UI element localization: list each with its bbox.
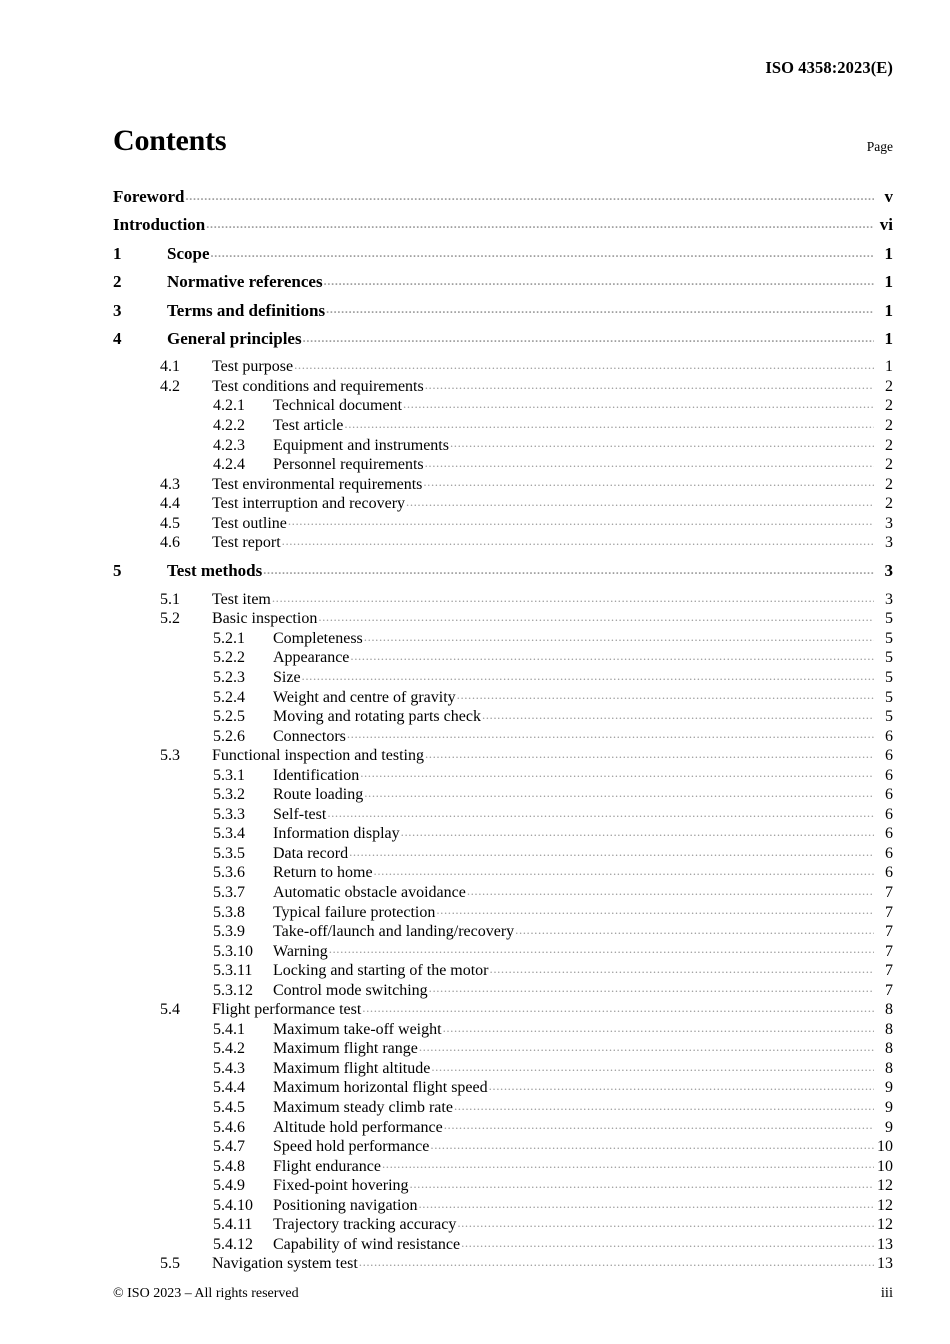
toc-entry-number: 5.3.4 [213, 825, 245, 843]
toc-entry-page-number: 6 [885, 864, 893, 882]
toc-entry[interactable] [113, 861, 893, 881]
toc-dot-leader [431, 1057, 874, 1073]
toc-entry-number: 5.2.2 [213, 649, 245, 667]
toc-dot-leader [425, 744, 874, 760]
toc-entry-number: 5.4.5 [213, 1099, 245, 1117]
toc-dot-leader [429, 979, 874, 995]
toc-dot-leader [206, 213, 874, 230]
toc-dot-leader [211, 242, 875, 259]
toc-entry-number: 5.1 [160, 590, 180, 608]
toc-entry-page-number: 1 [884, 243, 893, 263]
toc-entry-number: 5.4 [160, 1001, 180, 1019]
toc-entry-page-number: 7 [885, 884, 893, 901]
toc-entry[interactable] [113, 627, 893, 647]
toc-entry-title: Positioning navigation [273, 1196, 418, 1214]
toc-entry-page-number: 2 [885, 377, 893, 395]
toc-entry-page-number: 8 [885, 1059, 893, 1077]
toc-entry-number: 5.4.2 [213, 1040, 245, 1058]
toc-entry-title: Data record [273, 844, 349, 862]
toc-entry[interactable] [113, 998, 893, 1018]
toc-entry-number: 5.3.11 [213, 962, 253, 980]
toc-entry[interactable] [113, 646, 893, 666]
toc-entry[interactable] [113, 512, 893, 532]
toc-dot-leader [303, 327, 874, 344]
toc-entry[interactable] [113, 1116, 893, 1136]
toc-entry-number: 4.3 [160, 475, 180, 493]
toc-entry-number: 5.3.2 [213, 786, 245, 804]
toc-entry-page-number: 9 [885, 1099, 893, 1117]
toc-entry-page-number: 2 [885, 456, 893, 474]
toc-entry-number: 5.4.9 [213, 1177, 245, 1195]
toc-entry-title: Flight endurance [273, 1157, 381, 1175]
toc-dot-leader [490, 959, 874, 975]
toc-dot-leader [461, 1233, 874, 1249]
toc-entry[interactable] [113, 744, 893, 764]
toc-entry-number: 5.5 [160, 1255, 180, 1273]
toc-entry-title: Trajectory tracking accuracy [273, 1216, 457, 1234]
toc-dot-leader [425, 453, 874, 469]
toc-entry[interactable] [113, 213, 893, 241]
toc-entry-title: Test environmental requirements [212, 475, 423, 493]
toc-entry-page-number: 3 [885, 590, 893, 608]
toc-entry[interactable] [113, 1018, 893, 1038]
toc-entry-title: Test article [273, 416, 344, 434]
toc-entry-number: 5.3.7 [213, 884, 245, 901]
toc-entry-title: Introduction [113, 215, 206, 235]
toc-entry-title: General principles [167, 328, 302, 348]
toc-entry-page-number: 7 [885, 981, 893, 999]
toc-entry[interactable] [113, 979, 893, 999]
toc-entry[interactable] [113, 959, 893, 979]
toc-entry-title: Moving and rotating parts check [273, 708, 481, 726]
toc-dot-leader [425, 375, 874, 391]
toc-entry[interactable] [113, 492, 893, 512]
toc-entry-number: 5.4.10 [213, 1196, 253, 1214]
toc-entry-number: 1 [113, 243, 122, 263]
toc-entry-page-number: 12 [877, 1196, 893, 1214]
toc-entry-page-number: 7 [885, 942, 893, 960]
toc-entry[interactable] [113, 920, 893, 940]
toc-dot-leader [430, 1135, 874, 1151]
toc-entry[interactable] [113, 705, 893, 725]
toc-entry-title: Size [273, 668, 301, 686]
toc-entry[interactable] [113, 666, 893, 686]
toc-dot-leader [272, 588, 874, 604]
copyright-notice: © ISO 2023 – All rights reserved [113, 1286, 299, 1301]
toc-entry-title: Test methods [167, 561, 263, 581]
toc-entry-page-number: 13 [877, 1235, 893, 1253]
toc-entry-page-number: v [884, 187, 893, 206]
toc-dot-leader [288, 512, 874, 528]
toc-entry[interactable] [113, 1057, 893, 1077]
toc-dot-leader [360, 764, 874, 780]
toc-dot-leader [515, 920, 874, 936]
toc-entry-title: Test outline [212, 514, 287, 532]
toc-dot-leader [324, 270, 874, 287]
toc-entry[interactable] [113, 453, 893, 473]
toc-entry[interactable] [113, 1096, 893, 1116]
toc-entry-page-number: 1 [884, 328, 893, 348]
toc-entry[interactable] [113, 1252, 893, 1272]
toc-entry-page-number: 5 [885, 649, 893, 667]
toc-entry-title: Navigation system test [212, 1255, 358, 1273]
toc-dot-leader [359, 1252, 874, 1268]
toc-entry-number: 5.3 [160, 747, 180, 765]
toc-entry-title: Warning [273, 942, 328, 960]
toc-entry-number: 5.3.10 [213, 942, 253, 960]
toc-entry-title: Take-off/launch and landing/recovery [273, 923, 515, 941]
toc-entry[interactable] [113, 1076, 893, 1096]
toc-entry-title: Terms and definitions [167, 300, 326, 320]
toc-entry-page-number: 3 [885, 514, 893, 532]
toc-dot-leader [374, 861, 874, 877]
toc-entry-number: 5 [113, 561, 122, 581]
toc-dot-leader [362, 998, 874, 1014]
toc-entry-number: 5.3.9 [213, 923, 245, 941]
toc-entry[interactable] [113, 355, 893, 375]
toc-entry-number: 4.1 [160, 358, 180, 376]
toc-dot-leader [364, 783, 874, 799]
toc-entry-page-number: 9 [885, 1118, 893, 1136]
toc-entry-number: 5.4.12 [213, 1235, 253, 1253]
footer-page-number: iii [880, 1285, 893, 1301]
toc-entry-title: Fixed-point hovering [273, 1177, 409, 1195]
toc-entry[interactable] [113, 783, 893, 803]
toc-entry-page-number: 3 [884, 561, 893, 581]
toc-dot-leader [327, 803, 874, 819]
toc-entry-page-number: 12 [877, 1177, 893, 1195]
toc-entry-page-number: 1 [884, 300, 893, 320]
toc-entry-page-number: 10 [877, 1157, 893, 1175]
toc-entry-title: Appearance [273, 649, 350, 667]
toc-entry-number: 5.4.11 [213, 1216, 253, 1234]
toc-entry-page-number: 1 [885, 358, 893, 376]
toc-entry-number: 5.4.1 [213, 1020, 245, 1038]
toc-entry-title: Personnel requirements [273, 456, 424, 474]
toc-entry[interactable] [113, 901, 893, 921]
toc-entry-title: Technical document [273, 397, 403, 415]
toc-entry-page-number: 8 [885, 1020, 893, 1038]
toc-entry-page-number: 5 [885, 688, 893, 706]
toc-entry-page-number: 10 [877, 1138, 893, 1156]
toc-entry-page-number: 5 [885, 668, 893, 686]
toc-entry[interactable] [113, 434, 893, 454]
toc-entry-title: Capability of wind resistance [273, 1235, 461, 1253]
toc-entry-page-number: 6 [885, 727, 893, 745]
toc-dot-leader [263, 559, 874, 576]
toc-entry[interactable] [113, 607, 893, 627]
toc-entry[interactable] [113, 1233, 893, 1253]
toc-entry-title: Return to home [273, 864, 373, 882]
toc-entry-page-number: 5 [885, 708, 893, 726]
toc-dot-leader [454, 1096, 874, 1112]
toc-entry[interactable] [113, 327, 893, 355]
toc-entry[interactable] [113, 940, 893, 960]
toc-entry[interactable] [113, 803, 893, 823]
toc-dot-leader [423, 473, 874, 489]
toc-entry-title: Test interruption and recovery [212, 495, 406, 513]
toc-entry[interactable] [113, 531, 893, 551]
toc-entry-title: Information display [273, 825, 400, 843]
toc-dot-leader [294, 355, 874, 371]
toc-entry-number: 4.4 [160, 495, 180, 513]
toc-entry-number: 5.4.8 [213, 1157, 245, 1175]
toc-entry-number: 4.6 [160, 534, 180, 552]
toc-entry-title: Automatic obstacle avoidance [273, 884, 466, 901]
toc-entry-page-number: 2 [885, 475, 893, 493]
toc-dot-leader [457, 686, 874, 702]
toc-entry-number: 5.2.4 [213, 688, 245, 706]
toc-entry-page-number: vi [879, 215, 893, 235]
toc-entry[interactable] [113, 1213, 893, 1233]
toc-entry[interactable] [113, 1155, 893, 1175]
toc-dot-leader [185, 185, 874, 202]
toc-entry-number: 4 [113, 328, 122, 348]
toc-entry-title: Speed hold performance [273, 1138, 430, 1156]
toc-entry-page-number: 8 [885, 1040, 893, 1058]
toc-entry[interactable] [113, 559, 893, 587]
toc-entry-number: 2 [113, 272, 122, 292]
toc-entry[interactable] [113, 842, 893, 862]
toc-entry[interactable] [113, 881, 893, 901]
toc-entry[interactable] [113, 822, 893, 842]
toc-entry-page-number: 2 [885, 416, 893, 434]
toc-entry-title: Test purpose [212, 358, 294, 376]
toc-entry-title: Maximum steady climb rate [273, 1099, 453, 1117]
toc-entry-title: Identification [273, 766, 360, 784]
toc-entry-number: 4.2 [160, 377, 180, 395]
toc-dot-leader [347, 725, 874, 741]
toc-entry-title: Locking and starting of the motor [273, 962, 489, 980]
toc-entry-title: Connectors [273, 727, 346, 745]
toc-entry[interactable] [113, 725, 893, 745]
toc-dot-leader [406, 492, 874, 508]
toc-entry-page-number: 2 [885, 436, 893, 454]
toc-entry-title: Completeness [273, 629, 363, 647]
toc-dot-leader [302, 666, 874, 682]
toc-dot-leader [350, 646, 874, 662]
toc-entry[interactable] [113, 1037, 893, 1057]
toc-entry-page-number: 5 [885, 610, 893, 628]
toc-entry[interactable] [113, 1135, 893, 1155]
toc-entry-title: Maximum flight range [273, 1040, 418, 1058]
toc-entry-page-number: 6 [885, 747, 893, 765]
toc-dot-leader [467, 881, 874, 897]
toc-entry-page-number: 7 [885, 903, 893, 921]
toc-dot-leader [410, 1174, 874, 1190]
toc-entry-page-number: 9 [885, 1079, 893, 1097]
toc-dot-leader [436, 901, 874, 917]
toc-entry-page-number: 2 [885, 397, 893, 415]
toc-entry[interactable] [113, 764, 893, 784]
toc-entry-title: Maximum take-off weight [273, 1020, 442, 1038]
toc-dot-leader [344, 414, 874, 430]
toc-entry-number: 5.3.5 [213, 844, 245, 862]
toc-dot-leader [444, 1116, 874, 1132]
toc-dot-leader [282, 531, 874, 547]
toc-entry-number: 3 [113, 300, 122, 320]
toc-dot-leader [419, 1037, 874, 1053]
toc-entry[interactable] [113, 299, 893, 327]
toc-entry-number: 5.3.1 [213, 766, 245, 784]
toc-entry-title: Control mode switching [273, 981, 428, 999]
toc-entry-title: Altitude hold performance [273, 1118, 443, 1136]
toc-entry-page-number: 1 [884, 272, 893, 292]
table-of-contents [113, 185, 893, 1272]
toc-entry-title: Test conditions and requirements [212, 377, 424, 395]
toc-dot-leader [418, 1194, 874, 1210]
toc-entry[interactable] [113, 414, 893, 434]
toc-entry[interactable] [113, 686, 893, 706]
toc-entry-title: Equipment and instruments [273, 436, 449, 454]
toc-entry[interactable] [113, 375, 893, 395]
toc-entry-number: 5.2.5 [213, 708, 245, 726]
toc-entry-page-number: 6 [885, 805, 893, 823]
toc-dot-leader [489, 1076, 874, 1092]
toc-entry[interactable] [113, 1174, 893, 1194]
toc-dot-leader [349, 842, 874, 858]
toc-entry-title: Functional inspection and testing [212, 747, 424, 765]
toc-entry-title: Normative references [167, 272, 323, 292]
toc-entry-page-number: 12 [877, 1216, 893, 1234]
toc-entry-page-number: 3 [885, 534, 893, 552]
toc-dot-leader [329, 940, 874, 956]
toc-entry-number: 5.2.1 [213, 629, 245, 647]
toc-entry-page-number: 6 [885, 844, 893, 862]
running-header-standard-ref: ISO 4358:2023(E) [765, 58, 893, 77]
toc-dot-leader [382, 1155, 874, 1171]
contents-heading-row [113, 126, 893, 156]
toc-entry-number: 5.4.3 [213, 1059, 245, 1077]
toc-entry-number: 5.2 [160, 610, 180, 628]
toc-entry[interactable] [113, 1194, 893, 1214]
toc-dot-leader [403, 394, 874, 410]
toc-entry-number: 5.4.6 [213, 1118, 245, 1136]
toc-dot-leader [457, 1213, 874, 1229]
toc-entry-number: 5.3.3 [213, 805, 245, 823]
page-footer [113, 1285, 893, 1302]
toc-entry-title: Test report [212, 534, 281, 552]
toc-entry-page-number: 5 [885, 629, 893, 647]
toc-entry-page-number: 6 [885, 786, 893, 804]
toc-entry[interactable] [113, 185, 893, 213]
toc-entry-number: 5.3.6 [213, 864, 245, 882]
toc-dot-leader [318, 607, 874, 623]
toc-entry[interactable] [113, 588, 893, 608]
toc-entry-number: 5.3.8 [213, 903, 245, 921]
toc-dot-leader [326, 299, 874, 316]
toc-dot-leader [450, 434, 874, 450]
toc-entry-number: 5.2.6 [213, 727, 245, 745]
toc-entry-page-number: 6 [885, 766, 893, 784]
toc-dot-leader [364, 627, 874, 643]
toc-entry-title: Scope [167, 243, 210, 263]
toc-dot-leader [443, 1018, 874, 1034]
toc-entry[interactable] [113, 394, 893, 414]
toc-entry-title: Typical failure protection [273, 903, 436, 921]
toc-entry-number: 4.2.1 [213, 397, 245, 415]
toc-entry-title: Self-test [273, 805, 327, 823]
toc-entry-title: Maximum flight altitude [273, 1059, 431, 1077]
toc-entry-title: Test item [212, 590, 271, 608]
toc-entry-title: Maximum horizontal flight speed [273, 1079, 488, 1097]
toc-entry-title: Flight performance test [212, 1001, 362, 1019]
toc-entry-title: Basic inspection [212, 610, 318, 628]
page-title: Contents [113, 124, 227, 157]
toc-entry-title: Weight and centre of gravity [273, 688, 456, 706]
toc-entry-title: Route loading [273, 786, 364, 804]
toc-entry-number: 5.4.4 [213, 1079, 245, 1097]
toc-entry-title: Foreword [113, 187, 185, 206]
toc-entry-page-number: 6 [885, 825, 893, 843]
toc-entry[interactable] [113, 242, 893, 270]
toc-entry-number: 4.2.2 [213, 416, 245, 434]
toc-entry-page-number: 13 [877, 1255, 893, 1273]
toc-entry-number: 5.2.3 [213, 668, 245, 686]
toc-entry-number: 4.2.3 [213, 436, 245, 454]
toc-entry-page-number: 7 [885, 923, 893, 941]
toc-dot-leader [401, 822, 874, 838]
toc-entry-page-number: 2 [885, 495, 893, 513]
page-column-label: Page [866, 138, 893, 154]
toc-entry-number: 5.3.12 [213, 981, 253, 999]
toc-entry-number: 4.5 [160, 514, 180, 532]
toc-entry[interactable] [113, 270, 893, 298]
toc-dot-leader [482, 705, 874, 721]
toc-entry-page-number: 7 [885, 962, 893, 980]
toc-entry-number: 5.4.7 [213, 1138, 245, 1156]
toc-entry[interactable] [113, 473, 893, 493]
toc-entry-number: 4.2.4 [213, 456, 245, 474]
toc-entry-page-number: 8 [885, 1001, 893, 1019]
